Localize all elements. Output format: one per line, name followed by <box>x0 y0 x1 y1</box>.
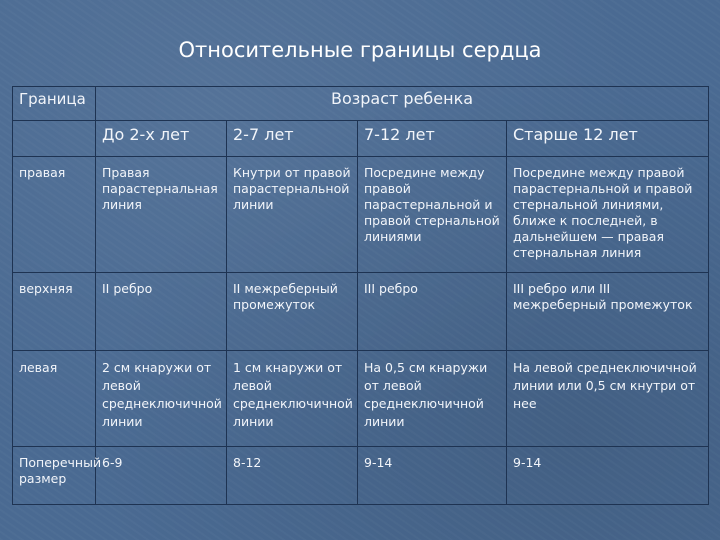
table-cell: На 0,5 см кнаружи от левой среднеключичной линии <box>358 351 507 447</box>
header-row-2 <box>13 121 709 157</box>
table-cell: 6-9 <box>96 447 227 505</box>
table-cell: II ребро <box>96 273 227 351</box>
table-cell: II межреберный промежуток <box>227 273 358 351</box>
table-cell: III ребро <box>358 273 507 351</box>
table-cell: Кнутри от правой парастернальной линии <box>227 157 358 273</box>
table-cell: III ребро или III межреберный промежуток <box>507 273 709 351</box>
header-row-1 <box>13 87 709 121</box>
table-cell: Посредине между правой парастернальной и правой стернальной линиями, ближе к последней, в дальнейшем — правая стернальная линия <box>507 157 709 273</box>
border-column-header: Граница <box>13 87 96 121</box>
table-cell: 8-12 <box>227 447 358 505</box>
table-cell: 9-14 <box>358 447 507 505</box>
age-group-header: Возраст ребенка <box>96 87 709 121</box>
table-row <box>13 157 709 273</box>
row-label: левая <box>13 351 96 447</box>
table-cell: 1 см кнаружи от левой среднеключичной линии <box>227 351 358 447</box>
table-cell: Посредине между правой парастернальной и правой стернальной линиями <box>358 157 507 273</box>
slide-title: Относительные границы сердца <box>178 38 542 62</box>
row-label: верхняя <box>13 273 96 351</box>
heart-borders-table <box>12 86 709 505</box>
age-column-header: До 2-х лет <box>96 121 227 157</box>
table-row <box>13 273 709 351</box>
table-row <box>13 351 709 447</box>
table-cell: 9-14 <box>507 447 709 505</box>
empty-header-cell <box>13 121 96 157</box>
table-row <box>13 447 709 505</box>
row-label: Поперечный размер <box>13 447 96 505</box>
table-cell: Правая парастернальная линия <box>96 157 227 273</box>
age-column-header: 2-7 лет <box>227 121 358 157</box>
age-column-header: Старше 12 лет <box>507 121 709 157</box>
table-cell: На левой среднеключичной линии или 0,5 см кнутри от нее <box>507 351 709 447</box>
row-label: правая <box>13 157 96 273</box>
age-column-header: 7-12 лет <box>358 121 507 157</box>
table-cell: 2 см кнаружи от левой среднеключичной линии <box>96 351 227 447</box>
